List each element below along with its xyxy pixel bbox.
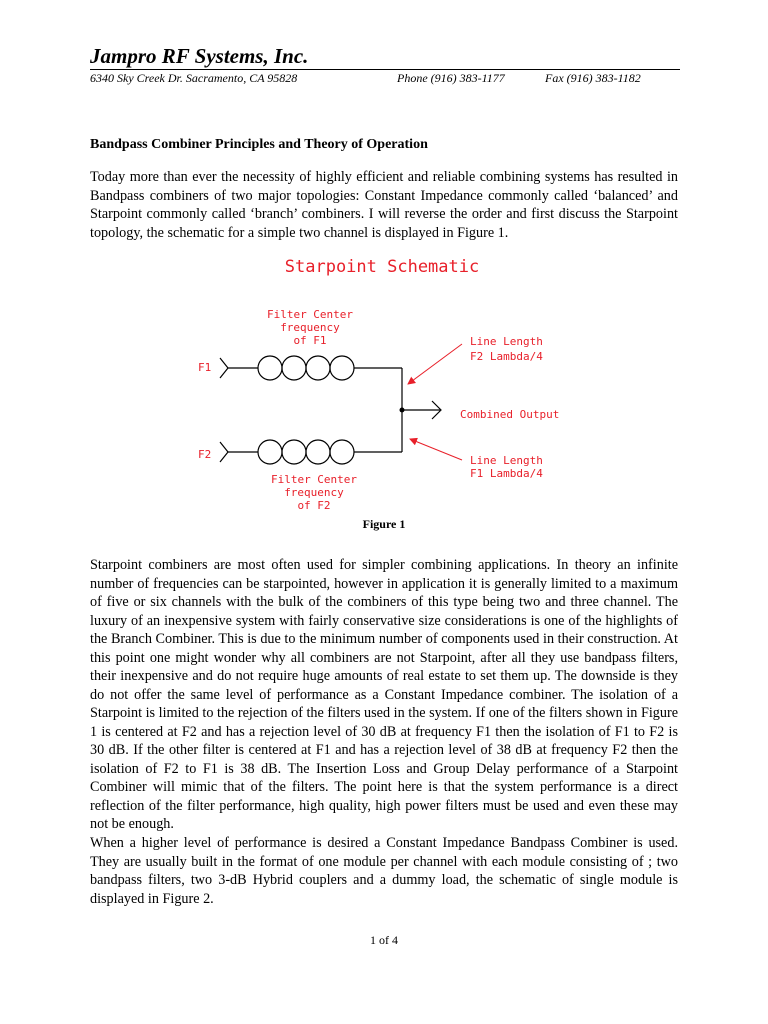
paragraph-starpoint: Starpoint combiners are most often used for simpler combining applications. In theory an infinite number of frequencies can be starpointed, however in application it is generally limited to a maximum of five or six channels with the bulk of the combiners of this type being two and three channel. The luxury of an inexpensive system with fairly conservative size considerations is one of the highlights of the Branch Combiner. This is due to the minimum number of components used in their construction. At this point one might wonder why all combiners are not Starpoint, after all they use bandpass filters, their inexpensive and do not require huge amounts of real estate to set them up. The downside is they do not offer the same level of performance as a Constant Impedance combiner. The isolation of a Starpoint is limited to the rejection of the filters used in the system. If one of the filters shown in Figure 1 is centered at F2 and has a rejection level of 30 dB at frequency F1 then the isolation of F1 to F2 is 30 dB. If the other filter is centered at F1 and has a rejection level of 38 dB at frequency F2 then the isolation of F2 to F1 is 38 dB. The Insertion Loss and Group Delay performance of a Starpoint Combiner will mimic that of the filters. The point here is that the system performance is a direct reflection of the filter performance, high quality, high power filters must be used and even these may not be enough. [90, 557, 678, 832]
filter-f2-coils [258, 440, 354, 464]
schematic-title: Starpoint Schematic [284, 257, 480, 277]
line-length-bottom-line1: Line Length [470, 454, 543, 467]
company-address: 6340 Sky Creek Dr. Sacramento, CA 95828 [90, 71, 298, 85]
filter-top-label-line1: Filter Center [266, 308, 354, 321]
line-length-top-line1: Line Length [470, 335, 543, 348]
paragraph-intro: Today more than ever the necessity of highly efficient and reliable combining systems has resulted in Bandpass combiners of two major topologies: Constant Impedance commonly called ‘balanced’ and Starpoint commonly called ‘branch’ combiners. I will reverse the order and first discuss the Starpoint topology, the schematic for a simple two channel is displayed in Figure 1. [90, 169, 678, 241]
filter-top-label-line2: frequency [280, 321, 340, 334]
input-f1-arrow-icon [220, 358, 228, 378]
input-f2-label: F2 [198, 448, 212, 461]
figure-caption: Figure 1 [362, 517, 406, 531]
combined-output-label: Combined Output [460, 408, 560, 421]
paragraph-constant-impedance: When a higher level of performance is desired a Constant Impedance Bandpass Combiner is used. They are usually built in the format of one module per channel with each module consisting of ; two bandpass filters, two 3-dB Hybrid couplers and a dummy load, the schematic of single module is displayed in Figure 2. [90, 835, 678, 907]
company-fax: Fax (916) 383-1182 [545, 71, 641, 85]
line-length-top-arrow-icon [408, 344, 462, 384]
company-phone: Phone (916) 383-1177 [397, 71, 505, 85]
filter-f1-coils [258, 356, 354, 380]
filter-top-label-line3: of F1 [293, 334, 327, 347]
filter-bottom-label-line3: of F2 [297, 499, 331, 512]
line-length-bottom-line2: F1 Lambda/4 [470, 467, 543, 480]
company-name: Jampro RF Systems, Inc. [90, 44, 309, 68]
page-number: 1 of 4 [370, 933, 398, 947]
line-length-top-line2: F2 Lambda/4 [470, 350, 543, 363]
section-heading: Bandpass Combiner Principles and Theory of Operation [90, 137, 428, 152]
filter-bottom-label-line1: Filter Center [270, 473, 358, 486]
line-length-bottom-arrow-icon [410, 439, 462, 460]
input-f2-arrow-icon [220, 442, 228, 462]
input-f1-label: F1 [198, 361, 212, 374]
filter-bottom-label-line2: frequency [284, 486, 344, 499]
